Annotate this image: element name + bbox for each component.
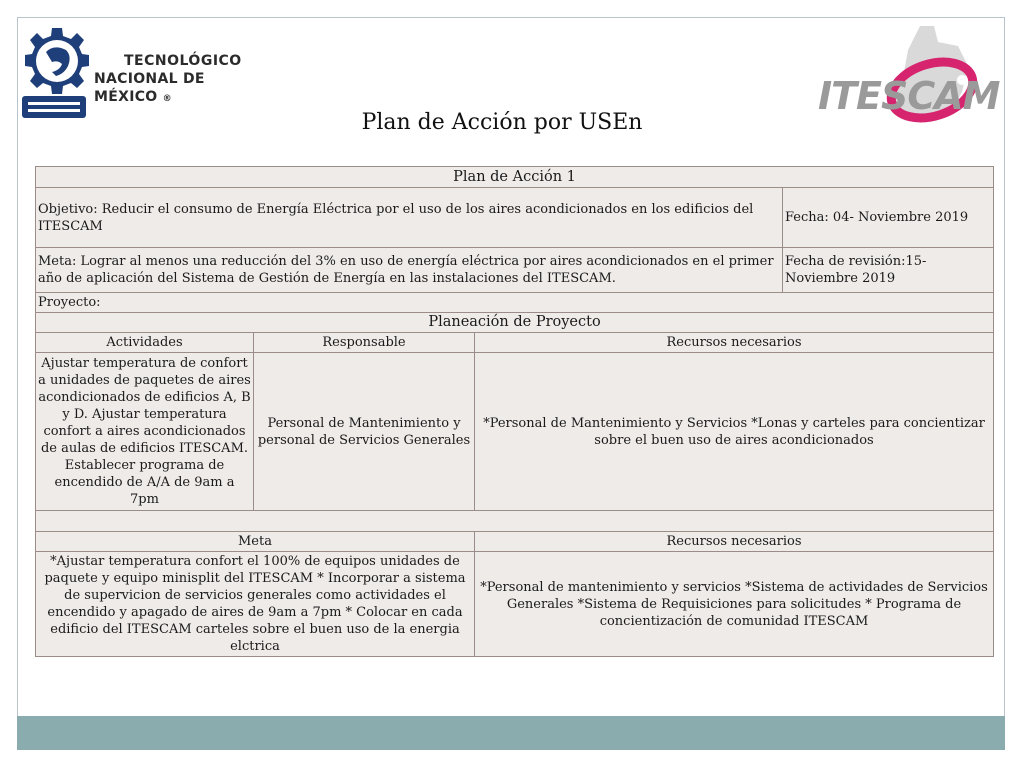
planeacion-cell: Planeación de Proyecto xyxy=(36,313,994,333)
tecnm-wordmark xyxy=(94,52,258,108)
table-row xyxy=(36,552,994,657)
header-responsable: Responsable xyxy=(254,333,475,353)
fecha-revision-cell: Fecha de revisión:15- Noviembre 2019 xyxy=(783,248,994,293)
spacer-cell xyxy=(36,511,994,532)
recursos-cell: *Personal de Mantenimiento y Servicios *Lonas y carteles para concientizar sobre el buen uso de aires acondicionados xyxy=(475,353,994,511)
tecnm-logo xyxy=(18,22,258,122)
fecha-cell: Fecha: 04- Noviembre 2019 xyxy=(783,188,994,248)
proyecto-cell: Proyecto: xyxy=(36,293,994,313)
tecnm-line1: TECNOLÓGICO xyxy=(124,53,242,69)
table-row xyxy=(36,333,994,353)
table-row xyxy=(36,293,994,313)
header-meta: Meta xyxy=(36,532,475,552)
header-recursos-2: Recursos necesarios xyxy=(475,532,994,552)
footer-band xyxy=(17,716,1005,750)
responsable-cell: Personal de Mantenimiento y personal de Servicios Generales xyxy=(254,353,475,511)
table-row xyxy=(36,313,994,333)
header-recursos: Recursos necesarios xyxy=(475,333,994,353)
objetivo-cell: Objetivo: Reducir el consumo de Energía Eléctrica por el uso de los aires acondicionados en los edificios del ITESCAM xyxy=(36,188,783,248)
action-plan-table xyxy=(35,166,994,657)
meta-cell: Meta: Lograr al menos una reducción del 3% en uso de energía eléctrica por aires acondicionados en el primer año de aplicación del Sistema de Gestión de Energía en las instalaciones del ITESCAM. xyxy=(36,248,783,293)
page-title: Plan de Acción por USEn xyxy=(361,110,643,135)
table-row xyxy=(36,248,994,293)
table-row xyxy=(36,167,994,188)
itescam-wordmark: ITESCAM xyxy=(818,74,1000,118)
meta-detalle-cell: *Ajustar temperatura confort el 100% de equipos unidades de paquete y equipo minisplit del ITESCAM * Incorporar a sistema de supervicion de servicios generales como actividades el encendido y apagado de aires de 9am a 7pm * Colocar en cada edificio del ITESCAM carteles sobre el buen uso de la energia elctrica xyxy=(36,552,475,657)
table-row xyxy=(36,188,994,248)
plan-title-cell: Plan de Acción 1 xyxy=(36,167,994,188)
table-row xyxy=(36,532,994,552)
registered-mark: ® xyxy=(162,94,172,104)
recursos-detalle-cell: *Personal de mantenimiento y servicios *Sistema de actividades de Servicios Generales *Sistema de Requisiciones para solicitudes * Programa de concientización de comunidad ITESCAM xyxy=(475,552,994,657)
tecnm-line2: NACIONAL DE MÉXICO ® xyxy=(94,71,205,105)
header-actividades: Actividades xyxy=(36,333,254,353)
table-row xyxy=(36,353,994,511)
table-row xyxy=(36,511,994,532)
actividades-cell: Ajustar temperatura de confort a unidades de paquetes de aires acondicionados de edificios A, B y D. Ajustar temperatura confort a aires acondicionados de aulas de edificios ITESCAM. Establecer programa de encendido de A/A de 9am a 7pm xyxy=(36,353,254,511)
tecnm-gear-logo-icon xyxy=(18,22,90,122)
